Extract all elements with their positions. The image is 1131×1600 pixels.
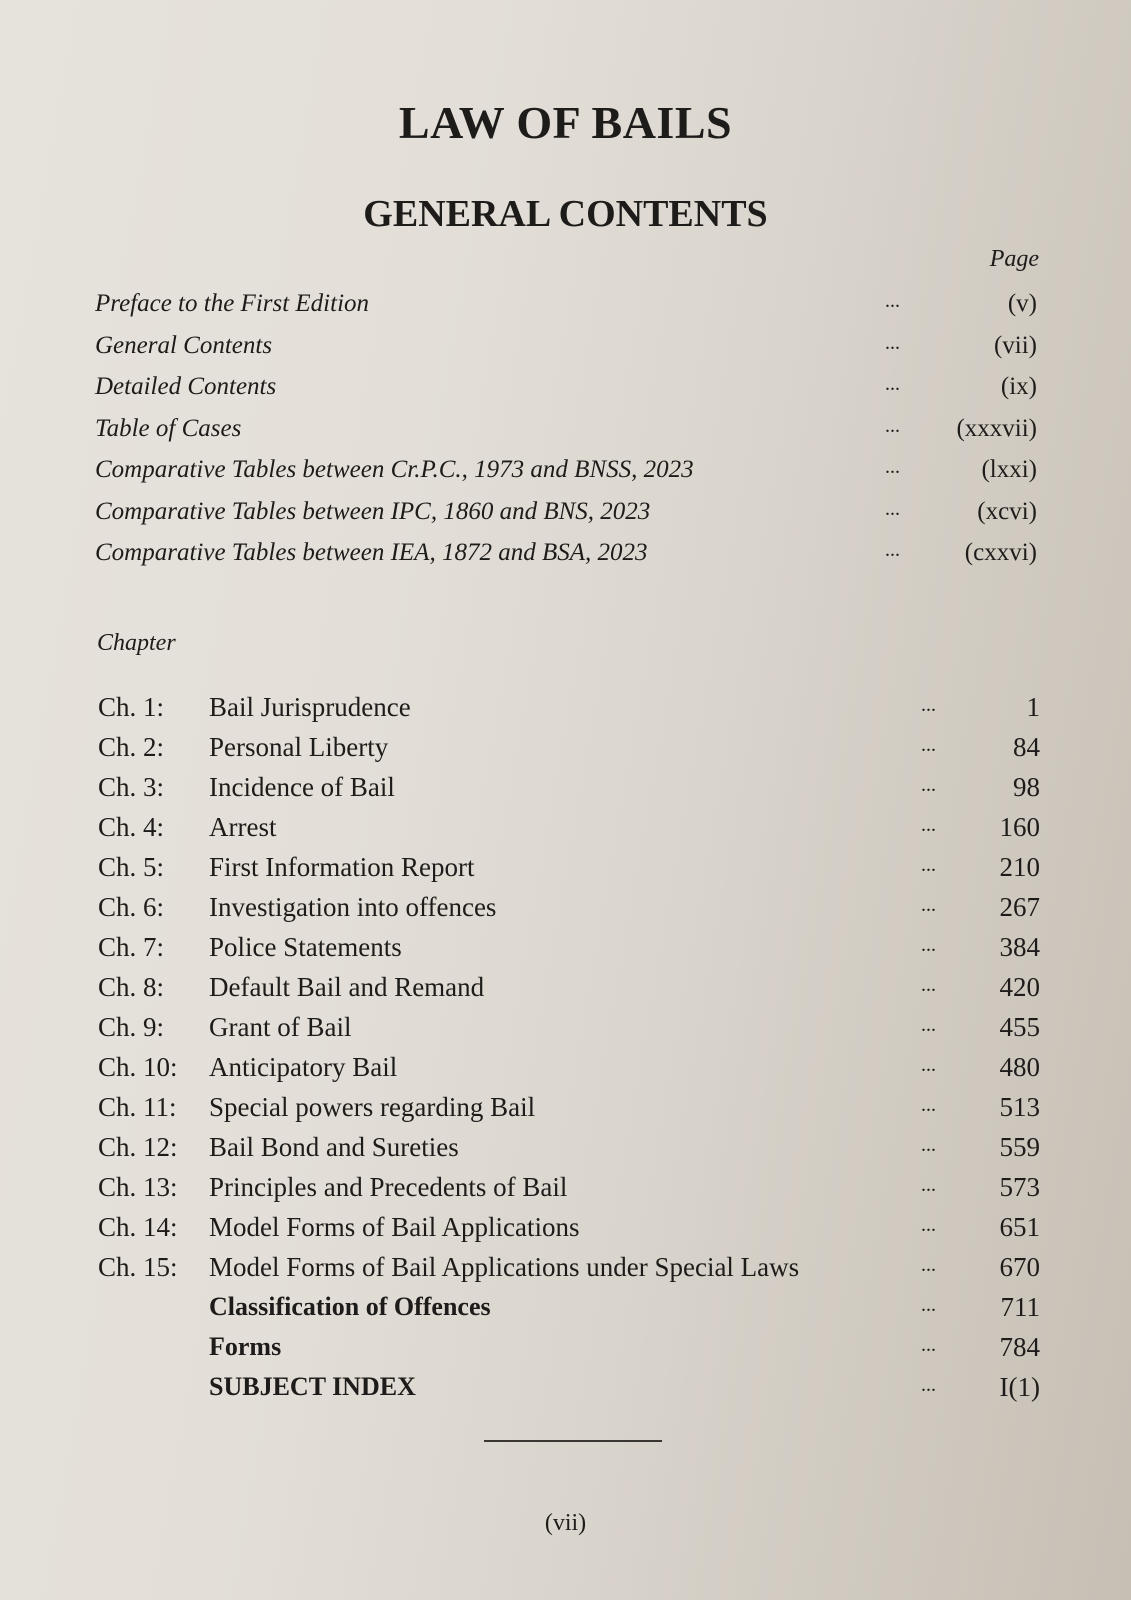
chapter-page: 267: [999, 892, 1040, 922]
toc-entry: [95, 415, 1040, 457]
entry-label: Table of Cases: [95, 414, 242, 442]
chapter-number: Ch. 13:: [98, 1172, 178, 1202]
entry-page: (ix): [1000, 373, 1037, 400]
dot-leader: ...: [921, 1214, 936, 1236]
chapter-title: Investigation into offences: [209, 892, 497, 922]
chapter-title: Police Statements: [209, 932, 402, 962]
entry-label: Detailed Contents: [95, 373, 277, 400]
dot-leader: ...: [921, 894, 936, 916]
dot-leader: ...: [921, 1134, 936, 1156]
back-matter-entry: [98, 1332, 1043, 1372]
entry-label: General Contents: [95, 331, 273, 359]
toc-entry: [95, 290, 1040, 332]
chapter-page: 651: [999, 1212, 1040, 1242]
toc-entry: [95, 539, 1040, 581]
chapter-entry: [98, 692, 1043, 732]
chapter-number: Ch. 3:: [98, 772, 165, 802]
dot-leader: ...: [885, 456, 900, 478]
chapter-entry: [98, 1132, 1043, 1172]
book-title: LAW OF BAILS: [398, 97, 733, 148]
dot-leader: ...: [921, 1174, 936, 1196]
chapter-entry: [98, 772, 1043, 812]
chapter-entry: [98, 1172, 1043, 1212]
chapter-entry: [98, 1252, 1043, 1292]
chapter-title: Default Bail and Remand: [209, 972, 485, 1002]
entry-page: (vii): [993, 331, 1037, 359]
toc-entry: [95, 373, 1040, 415]
chapter-page: 1: [1026, 692, 1040, 722]
page-folio: (vii): [544, 1510, 587, 1536]
chapter-title: Personal Liberty: [209, 732, 389, 762]
chapter-page: 84: [1013, 732, 1040, 762]
chapter-page: 420: [999, 972, 1040, 1002]
chapter-entry: [98, 852, 1043, 892]
dot-leader: ...: [921, 814, 936, 836]
chapter-number: Ch. 12:: [98, 1132, 178, 1162]
chapter-number: Ch. 11:: [98, 1092, 177, 1122]
chapter-page: 513: [999, 1092, 1040, 1122]
dot-leader: ...: [921, 1254, 936, 1276]
dot-leader: ...: [885, 539, 900, 561]
chapter-page: 480: [999, 1052, 1040, 1082]
chapter-title: Anticipatory Bail: [209, 1052, 398, 1082]
dot-leader: ...: [885, 497, 900, 520]
chapter-page: 573: [999, 1172, 1040, 1202]
chapter-number: Ch. 2:: [98, 732, 165, 762]
entry-page: (xcvi): [977, 497, 1037, 525]
chapter-page: 210: [999, 852, 1040, 882]
chapter-column-label: Chapter: [97, 630, 176, 656]
dot-leader: ...: [885, 331, 900, 354]
chapter-title: Grant of Bail: [209, 1012, 352, 1042]
chapter-title: Model Forms of Bail Applications under Special Laws: [209, 1252, 800, 1282]
chapter-entry: [98, 1012, 1043, 1052]
entry-label: Comparative Tables between Cr.P.C., 1973 and BNSS, 2023: [95, 456, 694, 483]
back-matter-page: 784: [999, 1332, 1040, 1362]
chapter-title: Bail Bond and Sureties: [209, 1132, 459, 1162]
chapter-page: 455: [999, 1012, 1040, 1042]
chapter-number: Ch. 15:: [98, 1252, 178, 1282]
dot-leader: ...: [921, 774, 936, 796]
dot-leader: ...: [921, 934, 936, 956]
chapter-title: Bail Jurisprudence: [209, 692, 411, 722]
chapter-number: Ch. 1:: [98, 692, 165, 722]
dot-leader: ...: [921, 694, 936, 716]
front-matter-list: [95, 290, 1040, 581]
chapter-entry: [98, 972, 1043, 1012]
chapter-page: 384: [999, 932, 1040, 962]
dot-leader: ...: [921, 854, 936, 876]
chapter-page: 160: [999, 812, 1040, 842]
page-column-label: Page: [989, 246, 1039, 272]
dot-leader: ...: [885, 373, 900, 395]
chapter-entry: [98, 732, 1043, 772]
back-matter-entry: [98, 1372, 1043, 1412]
back-matter-title: SUBJECT INDEX: [209, 1372, 416, 1401]
chapter-list: [98, 692, 1043, 1412]
dot-leader: ...: [921, 734, 936, 756]
chapter-title: First Information Report: [209, 852, 475, 882]
chapter-title: Incidence of Bail: [209, 772, 395, 802]
toc-entry: [95, 456, 1040, 498]
toc-entry: [95, 332, 1040, 374]
chapter-number: Ch. 7:: [98, 932, 165, 962]
entry-label: Comparative Tables between IEA, 1872 and BSA, 2023: [95, 539, 648, 566]
chapter-number: Ch. 10:: [98, 1052, 178, 1082]
dot-leader: ...: [921, 1014, 936, 1036]
chapter-title: Arrest: [209, 812, 277, 842]
dot-leader: ...: [921, 1294, 936, 1316]
entry-page: (cxxvi): [964, 539, 1037, 566]
chapter-title: Principles and Precedents of Bail: [209, 1172, 568, 1202]
chapter-title: Special powers regarding Bail: [209, 1092, 536, 1122]
chapter-entry: [98, 892, 1043, 932]
dot-leader: ...: [921, 1334, 936, 1356]
dot-leader: ...: [885, 290, 900, 312]
chapter-page: 98: [1013, 772, 1040, 802]
back-matter-page: 711: [1000, 1292, 1040, 1322]
entry-page: (v): [1007, 290, 1037, 317]
end-rule-divider: [484, 1440, 662, 1442]
chapter-number: Ch. 6:: [98, 892, 165, 922]
section-title: GENERAL CONTENTS: [363, 193, 768, 235]
dot-leader: ...: [921, 1374, 936, 1396]
back-matter-title: Classification of Offences: [209, 1292, 491, 1321]
toc-entry: [95, 498, 1040, 540]
chapter-entry: [98, 1212, 1043, 1252]
chapter-number: Ch. 4:: [98, 812, 165, 842]
chapter-entry: [98, 1052, 1043, 1092]
back-matter-page: I(1): [999, 1372, 1040, 1402]
entry-label: Comparative Tables between IPC, 1860 and BNS, 2023: [95, 497, 651, 525]
dot-leader: ...: [921, 1054, 936, 1076]
chapter-number: Ch. 5:: [98, 852, 165, 882]
chapter-number: Ch. 8:: [98, 972, 165, 1002]
chapter-page: 559: [999, 1132, 1040, 1162]
dot-leader: ...: [885, 414, 900, 437]
dot-leader: ...: [921, 1094, 936, 1116]
chapter-title: Model Forms of Bail Applications: [209, 1212, 580, 1242]
chapter-number: Ch. 9:: [98, 1012, 165, 1042]
entry-label: Preface to the First Edition: [95, 290, 370, 317]
chapter-entry: [98, 1092, 1043, 1132]
chapter-number: Ch. 14:: [98, 1212, 178, 1242]
chapter-entry: [98, 812, 1043, 852]
entry-page: (xxxvii): [956, 414, 1037, 442]
back-matter-entry: [98, 1292, 1043, 1332]
chapter-page: 670: [999, 1252, 1040, 1282]
dot-leader: ...: [921, 974, 936, 996]
chapter-entry: [98, 932, 1043, 972]
entry-page: (lxxi): [981, 456, 1037, 483]
back-matter-title: Forms: [209, 1332, 282, 1361]
